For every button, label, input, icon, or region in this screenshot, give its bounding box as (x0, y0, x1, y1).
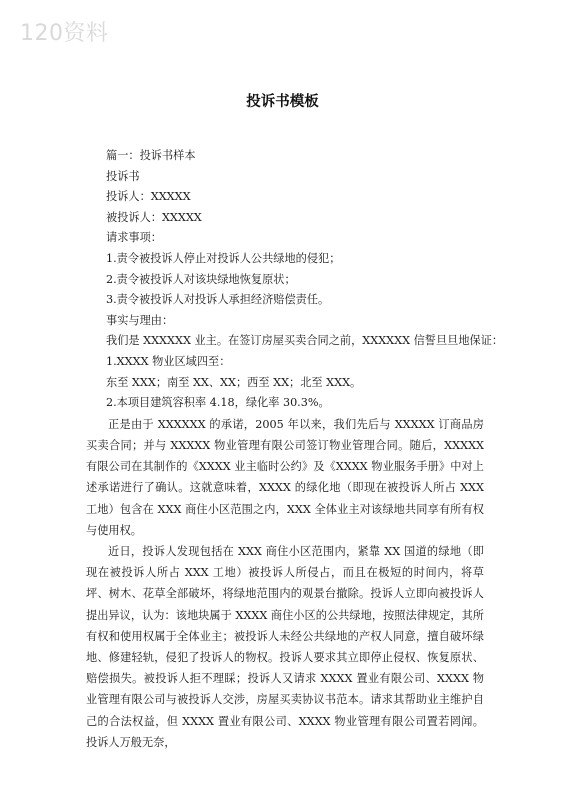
body-paragraph: 正是由于 XXXXXX 的承诺，2005 年以来，我们先后与 XXXXX 订商品房买卖合同；并与 XXXXX 物业管理有限公司签订物业管理合同。随后，XXXXX 有限公司在其制作的《XXXX 业主临时公约》及《XXXX 物业服务手册》中对上述承诺进行了确认。这就意味着，XXXX 的绿化地（即现在被投诉人所占 XXX 工地）包含在 XXX 商住小区范围之内，XXX 全体业主对该绿地共同享有所有权与使用权。 (86, 417, 484, 537)
facts-line: 东至 XXX；南至 XX、XX；西至 XX；北至 XXX。 (106, 375, 362, 389)
body-paragraph: 近日，投诉人发现包括在 XXX 商住小区范围内，紧靠 XX 国道的绿地（即现在被投诉人所占 XXX 工地）被投诉人所侵占，而且在极短的时间内，将草坪、树木、花草全部破坏，将绿地范围内的观景台撤除。投诉人立即向被投诉人提出异议，认为：该地块属于 XXXX 商住小区的公共绿地，按照法律规定，其所有权和使用权属于全体业主；被投诉人未经公共绿地的产权人同意，擅自破坏绿地、修建轻轨，侵犯了投诉人的物权。投诉人要求其立即停止侵权、恢复原状、赔偿损失。被投诉人拒不理睬；投诉人又请求 XXXX 置业有限公司、XXXX 物业管理有限公司与被投诉人交涉，房屋买卖协议书范本。请求其帮助业主维护自己的合法权益，但 XXXX 置业有限公司、XXXX 物业管理有限公司置若罔闻。投诉人万般无奈， (86, 544, 484, 749)
request-item: 2.责令被投诉人对该块绿地恢复原状； (106, 272, 296, 286)
page-title: 投诉书模板 (246, 94, 319, 110)
respondent-line: 被投诉人：XXXXX (106, 210, 202, 224)
document-body (86, 146, 504, 753)
facts-line: 我们是 XXXXXX 业主。在签订房屋买卖合同之前，XXXXXX 信誓旦旦地保证： (106, 334, 504, 348)
doc-label: 投诉书 (106, 169, 140, 183)
request-item: 1.责令被投诉人停止对投诉人公共绿地的侵犯； (106, 251, 341, 265)
section-heading: 篇一：投诉书样本 (106, 149, 196, 162)
watermark-logo: 120资料 (20, 21, 109, 46)
complainant-line: 投诉人：XXXXX (106, 190, 191, 204)
facts-line: 2.本项目建筑容积率 4.18，绿化率 30.3%。 (106, 396, 330, 410)
request-item: 3.责令被投诉人对投诉人承担经济赔偿责任。 (106, 293, 330, 307)
requests-heading: 请求事项： (106, 231, 162, 245)
facts-heading: 事实与理由： (106, 313, 174, 327)
facts-line: 1.XXXX 物业区域四至： (106, 354, 231, 368)
